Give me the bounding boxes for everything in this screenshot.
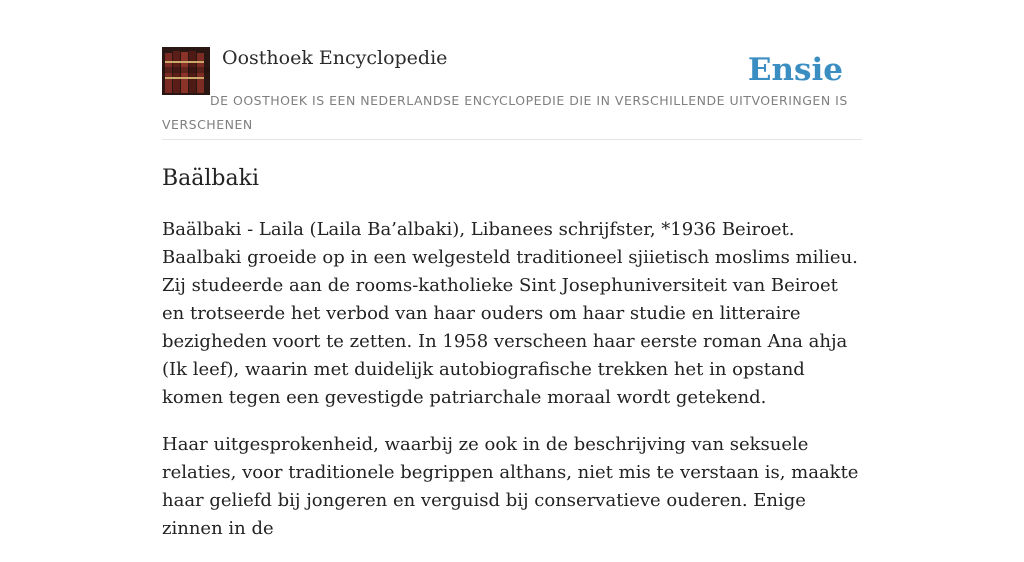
encyclopedia-books-icon	[162, 47, 210, 95]
article-body	[162, 216, 862, 562]
site-tagline: DE OOSTHOEK IS EEN NEDERLANDSE ENCYCLOPEDIE DIE IN VERSCHILLENDE UITVOERINGEN IS VERSCHENEN	[162, 93, 848, 132]
header-divider	[162, 139, 862, 140]
ensie-brand-logo[interactable]: Ensie	[747, 52, 843, 88]
article-title: Baälbaki	[162, 166, 260, 191]
site-avatar[interactable]	[162, 47, 210, 95]
page	[162, 0, 862, 539]
article-paragraph: Haar uitgesprokenheid, waarbij ze ook in de beschrijving van seksuele relaties, voor traditionele begrippen althans, niet mis te verstaan is, maakte haar geliefd bij jongeren en verguisd bij conservatieve ouderen. Enige zinnen in de	[162, 434, 859, 539]
site-title-link[interactable]: Oosthoek Encyclopedie	[222, 47, 448, 69]
article-paragraph: Baälbaki - Laila (Laila Ba’albaki), Libanees schrijfster, *1936 Beiroet. Baalbaki groeide op in een welgesteld traditioneel sjiietisch moslims milieu. Zij studeerde aan de rooms-katholieke Sint Josephuniversiteit van Beiroet en trotseerde het verbod van haar ouders om haar studie en litteraire bezigheden voort te zetten. In 1958 verscheen haar eerste roman Ana ahja (Ik leef), waarin met duidelijk autobiografische trekken het in opstand komen tegen een gevestigde patriarchale moraal wordt getekend.	[162, 219, 858, 408]
